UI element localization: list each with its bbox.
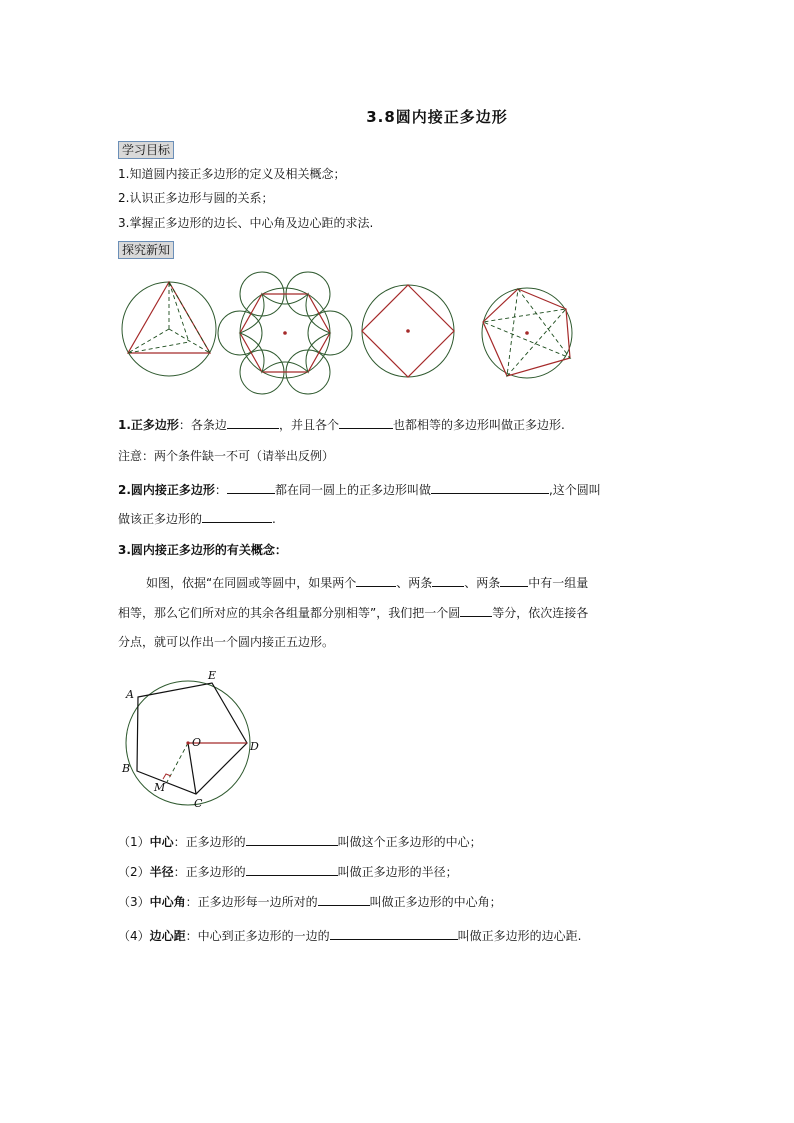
note-text: 注意：两个条件缺一不可（请举出反例） bbox=[118, 449, 335, 463]
definition-inscribed-polygon: 2.圆内接正多边形： 都在同一圆上的正多边形叫做 ,这个圆叫 bbox=[118, 483, 601, 497]
concepts-heading: 3.圆内接正多边形的有关概念： bbox=[118, 543, 287, 557]
label-D: D bbox=[250, 740, 259, 753]
answer-blank[interactable] bbox=[460, 604, 492, 617]
label-E: E bbox=[208, 669, 217, 682]
inscribed-triangle-figure bbox=[122, 282, 216, 376]
paragraph-line-2: 相等，那么它们所对应的其余各组量都分别相等”，我们把一个圆 等分，依次连接各 bbox=[118, 606, 589, 620]
label-C: C bbox=[194, 797, 203, 810]
goal-item-2: 2.认识正多边形与圆的关系； bbox=[118, 191, 274, 205]
answer-blank[interactable] bbox=[318, 893, 370, 906]
label-O: O bbox=[192, 736, 202, 749]
concept-radius: （2）半径：正多边形的 叫做正多边形的半径； bbox=[118, 865, 458, 879]
answer-blank[interactable] bbox=[330, 927, 458, 940]
page-title: 3.8圆内接正多边形 bbox=[366, 108, 508, 126]
definition-inscribed-polygon-cont: 做该正多边形的 . bbox=[118, 512, 276, 526]
pentagon-diagram bbox=[116, 668, 266, 813]
goal-item-1: 1.知道圆内接正多边形的定义及相关概念； bbox=[118, 167, 346, 181]
answer-blank[interactable] bbox=[339, 416, 393, 429]
answer-blank[interactable] bbox=[202, 510, 272, 523]
goal-item-3: 3.掌握正多边形的边长、中心角及边心距的求法. bbox=[118, 216, 374, 230]
answer-blank[interactable] bbox=[246, 833, 338, 846]
answer-blank[interactable] bbox=[227, 416, 279, 429]
learning-goals-tag: 学习目标 bbox=[118, 141, 174, 159]
definition-label: 2.圆内接正多边形 bbox=[118, 483, 215, 497]
paragraph-line-3: 分点，就可以作出一个圆内接正五边形。 bbox=[118, 635, 335, 649]
inscribed-square-figure bbox=[362, 285, 454, 377]
answer-blank[interactable] bbox=[246, 863, 338, 876]
definition-regular-polygon: 1.正多边形：各条边 ，并且各个 也都相等的多边形叫做正多边形. bbox=[118, 418, 565, 432]
paragraph-line-1: 如图，依据“在同圆或等圆中，如果两个 、两条 、两条 中有一组量 bbox=[146, 576, 589, 590]
label-M: M bbox=[154, 781, 166, 794]
answer-blank[interactable] bbox=[432, 574, 464, 587]
inscribed-hexagon-figure bbox=[218, 272, 352, 394]
answer-blank[interactable] bbox=[500, 574, 528, 587]
answer-blank[interactable] bbox=[431, 481, 549, 494]
answer-blank[interactable] bbox=[356, 574, 396, 587]
polygon-figures bbox=[116, 262, 576, 402]
answer-blank[interactable] bbox=[227, 481, 275, 494]
label-B: B bbox=[122, 762, 131, 775]
concept-center: （1）中心：正多边形的 叫做这个正多边形的中心； bbox=[118, 835, 482, 849]
concept-apothem: （4）边心距：中心到正多边形的一边的 叫做正多边形的边心距. bbox=[118, 929, 582, 943]
definition-label: 1.正多边形 bbox=[118, 418, 179, 432]
inscribed-pentagon-figure bbox=[482, 288, 572, 378]
concept-central-angle: （3）中心角：正多边形每一边所对的 叫做正多边形的中心角； bbox=[118, 895, 502, 909]
explore-tag: 探究新知 bbox=[118, 241, 174, 259]
label-A: A bbox=[126, 688, 134, 701]
